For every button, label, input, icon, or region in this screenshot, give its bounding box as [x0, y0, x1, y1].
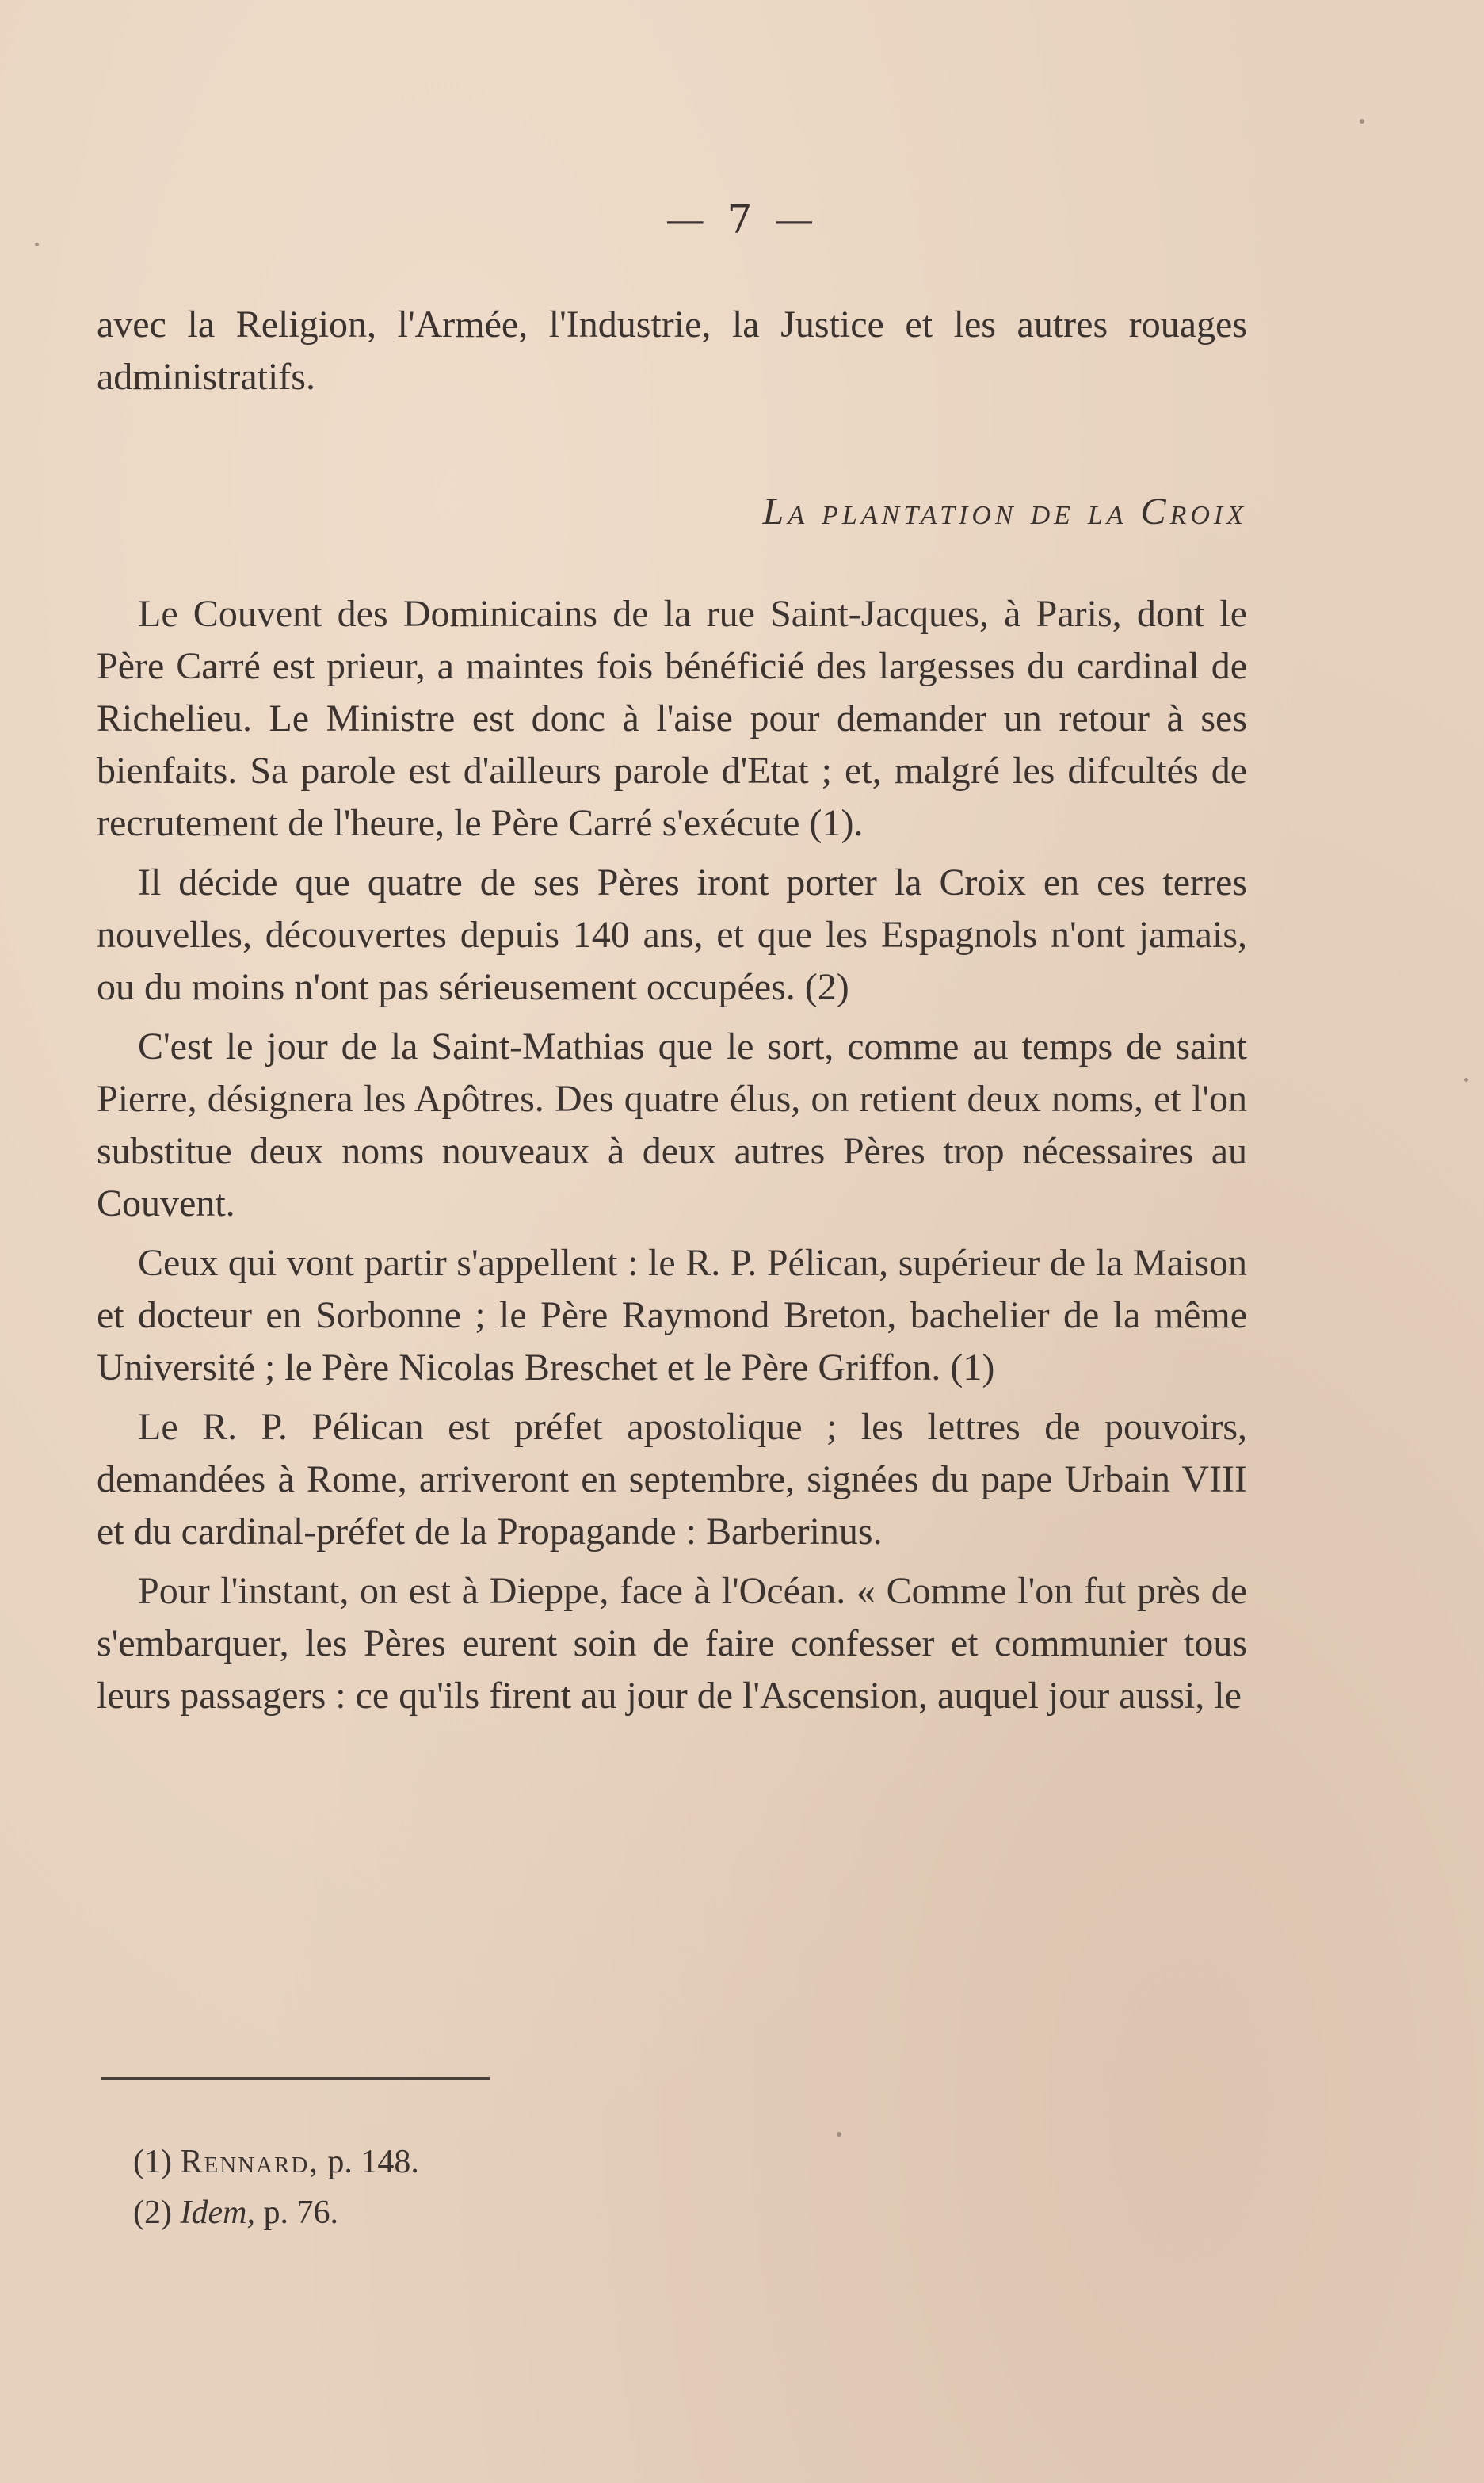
footnote: [133, 2187, 419, 2238]
paragraph: Le R. P. Pélican est préfet apostolique ; les lettres de pouvoirs, demandées à Rome, arriveront en septembre, signées du pape Urbain VIII et du cardinal-préfet de la Propagande : Barberinus.: [97, 1406, 1247, 1553]
paper-speck: [35, 243, 39, 246]
paper-speck: [837, 2132, 841, 2137]
paragraph: Ceux qui vont partir s'appellent : le R. P. Pélican, supérieur de la Maison et docteur en Sorbonne ; le Père Raymond Breton, bachelier de la même Université ; le Père Nicolas Breschet et le Père Griffon. (1): [97, 1242, 1247, 1389]
paper-speck: [1464, 1078, 1468, 1082]
footnote-source: Idem,: [180, 2195, 255, 2231]
footnote-source: Rennard,: [180, 2144, 319, 2180]
footnote-rule: [101, 2077, 490, 2080]
page-number: — 7 —: [665, 197, 819, 243]
footnote: [133, 2137, 419, 2187]
body-text: [97, 588, 1247, 1729]
intro-text: avec la Religion, l'Armée, l'Industrie, la Justice et les autres rouages administratifs.: [97, 304, 1247, 398]
intro-paragraph: [97, 299, 1247, 403]
footnote-marker: (2): [133, 2195, 172, 2231]
paragraph: Il décide que quatre de ses Pères iront porter la Croix en ces terres nouvelles, découvertes depuis 140 ans, et que les Espagnols n'ont jamais, ou du moins n'ont pas sérieusement occupées. (2): [97, 861, 1247, 1008]
footnote-marker: (1): [133, 2144, 172, 2180]
paragraph: Pour l'instant, on est à Dieppe, face à l'Océan. « Comme l'on fut près de s'embarquer, les Pères eurent soin de faire confesser et communier tous leurs passagers : ce qu'ils firent au jour de l'Ascension, auquel jour aussi, le: [97, 1570, 1247, 1717]
section-title: La plantation de la Croix: [762, 491, 1247, 533]
paragraph: C'est le jour de la Saint-Mathias que le sort, comme au temps de saint Pierre, désignera les Apôtres. Des quatre élus, on retient deux noms, et l'on substitue deux noms nouveaux à deux autres Pères trop nécessaires au Couvent.: [97, 1026, 1247, 1224]
paragraph: Le Couvent des Dominicains de la rue Saint-Jacques, à Paris, dont le Père Carré est prieur, a maintes fois bénéficié des largesses du cardinal de Richelieu. Le Ministre est donc à l'aise pour demander un retour à ses bienfaits. Sa parole est d'ailleurs parole d'Etat ; et, malgré les difcultés de recrutement de l'heure, le Père Carré s'exécute (1).: [97, 593, 1247, 844]
footnote-page: p. 148.: [327, 2144, 419, 2180]
footnotes: [133, 2137, 419, 2238]
paper-speck: [1360, 119, 1364, 124]
footnote-page: p. 76.: [263, 2195, 338, 2231]
